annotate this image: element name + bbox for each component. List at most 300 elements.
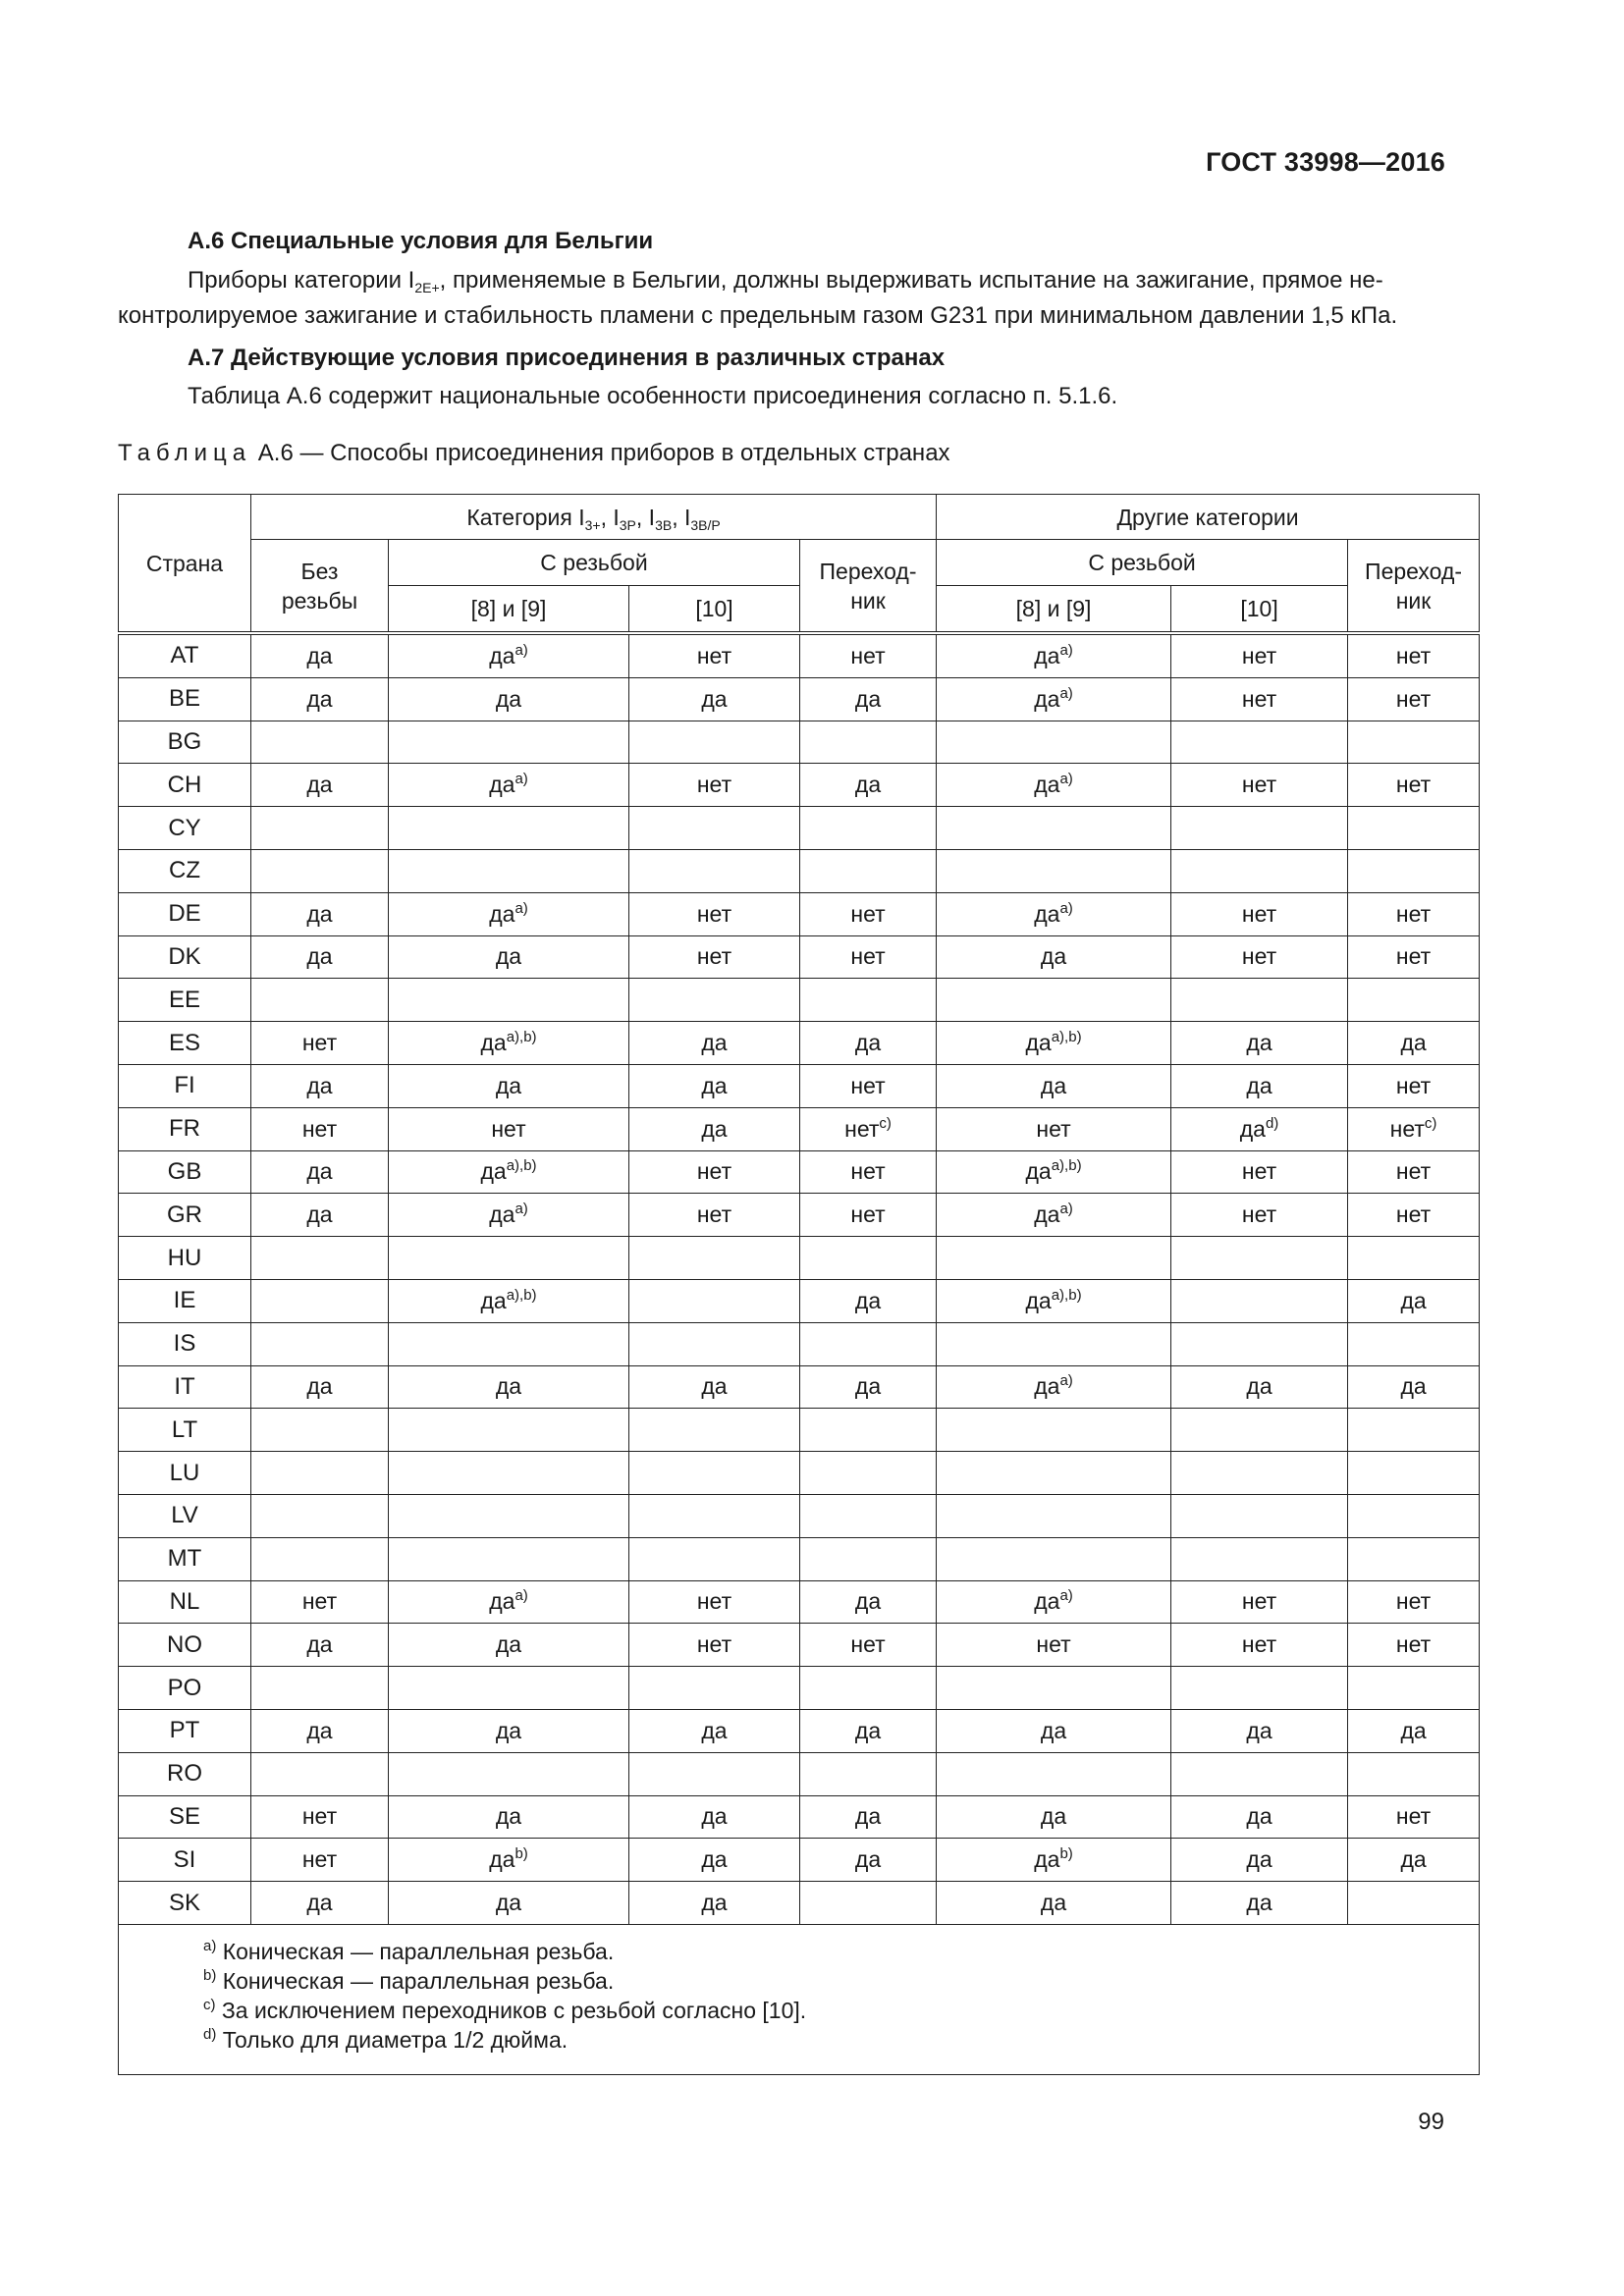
note-d: $^{d)}$ Только для диаметра 1/2 дюйма.: [203, 2025, 568, 2053]
table-cell: [800, 721, 937, 764]
cell-value: да: [306, 642, 333, 668]
cell-value: нет: [850, 943, 886, 970]
cell-value: да: [701, 1030, 728, 1056]
cell-value: да: [306, 1072, 333, 1098]
table-cell: [1171, 1452, 1348, 1495]
table-cell: [1348, 849, 1480, 892]
table-cell: [937, 1882, 1171, 1925]
table-cell: [389, 1537, 629, 1580]
table-cell: [800, 764, 937, 807]
country-code: LT: [119, 1409, 251, 1452]
table-cell: [937, 1064, 1171, 1107]
table-cell: [1171, 764, 1348, 807]
cell-value: да: [480, 1287, 507, 1313]
cell-value: да: [489, 1588, 515, 1615]
cell-value: да: [306, 1717, 333, 1743]
table-cell: [937, 1365, 1171, 1409]
cell-value: да: [489, 772, 515, 798]
table-cell: [389, 721, 629, 764]
table-row: [119, 1237, 1480, 1280]
country-code: RO: [119, 1752, 251, 1795]
table-cell: [389, 1365, 629, 1409]
table-row: [119, 1365, 1480, 1409]
cell-value: да: [1034, 772, 1060, 798]
table-cell: [800, 1667, 937, 1710]
cell-footnote-mark: a),b): [1051, 1286, 1082, 1304]
table-caption-label: Таблица: [118, 440, 252, 466]
country-code: LU: [119, 1452, 251, 1495]
table-cell: [800, 935, 937, 979]
cell-footnote-mark: a),b): [1051, 1157, 1082, 1175]
country-code: AT: [119, 633, 251, 677]
cell-value: да: [1034, 900, 1060, 927]
no-thread-line2: резьбы: [281, 587, 358, 614]
table-cell: [937, 633, 1171, 677]
cell-footnote-mark: a): [1059, 684, 1073, 702]
table-cell: [937, 1709, 1171, 1752]
table-cell: [1348, 677, 1480, 721]
table-cell: [1348, 1279, 1480, 1322]
cell-value: нет: [696, 642, 732, 668]
table-cell: [937, 807, 1171, 850]
table-row: [119, 1795, 1480, 1839]
header-country: Страна: [119, 495, 251, 634]
header-adapter-2: [1348, 540, 1480, 634]
cell-value: да: [701, 685, 728, 712]
table-cell: [251, 807, 389, 850]
table-cell: [1348, 979, 1480, 1022]
country-code: DE: [119, 892, 251, 935]
table-cell: [937, 979, 1171, 1022]
header-with-thread-2: С резьбой: [937, 540, 1348, 586]
table-cell: [251, 979, 389, 1022]
header-with-thread-1: С резьбой: [389, 540, 800, 586]
table-cell: [629, 1752, 800, 1795]
cell-value: нет: [301, 1588, 338, 1615]
table-cell: [389, 849, 629, 892]
cell-value: нет: [850, 1072, 886, 1098]
table-cell: [629, 1624, 800, 1667]
table-cell: [389, 677, 629, 721]
table-row: [119, 1537, 1480, 1580]
cell-value: да: [1239, 1115, 1266, 1142]
table-cell: [251, 1150, 389, 1194]
cell-value: да: [495, 1631, 522, 1658]
table-cell: [629, 1709, 800, 1752]
table-cell: [800, 633, 937, 677]
table-cell: [800, 1107, 937, 1150]
country-code: MT: [119, 1537, 251, 1580]
table-cell: [800, 1795, 937, 1839]
table-cell: [937, 1107, 1171, 1150]
cell-footnote-mark: a): [1059, 1587, 1073, 1605]
header-std-10-b: [10]: [1171, 586, 1348, 634]
table-cell: [800, 1409, 937, 1452]
cell-value: да: [306, 943, 333, 970]
cell-value: нет: [1241, 1631, 1277, 1658]
table-cell: [937, 764, 1171, 807]
country-code: BE: [119, 677, 251, 721]
table-cell: [1348, 1795, 1480, 1839]
country-code: NL: [119, 1580, 251, 1624]
table-cell: [1348, 807, 1480, 850]
table-cell: [937, 1150, 1171, 1194]
cell-value: да: [495, 1717, 522, 1743]
table-cell: [937, 1452, 1171, 1495]
cell-footnote-mark: b): [1059, 1845, 1073, 1863]
cell-value: да: [1246, 1030, 1272, 1056]
table-cell: [389, 807, 629, 850]
table-cell: [1171, 1667, 1348, 1710]
country-code: SI: [119, 1839, 251, 1882]
table-cell: [251, 1194, 389, 1237]
table-cell: [1171, 1279, 1348, 1322]
cell-value: нет: [1241, 1201, 1277, 1228]
table-cell: [1171, 677, 1348, 721]
cell-footnote-mark: a): [1059, 899, 1073, 917]
table-cell: [1348, 1752, 1480, 1795]
table-row: [119, 677, 1480, 721]
table-cell: [629, 764, 800, 807]
table-cell: [937, 892, 1171, 935]
table-cell: [251, 935, 389, 979]
cell-value: да: [701, 1803, 728, 1830]
page-number: 99: [1418, 2109, 1444, 2135]
table-cell: [800, 1580, 937, 1624]
country-code: PO: [119, 1667, 251, 1710]
table-cell: [937, 1022, 1171, 1065]
note-b: $^{b)}$ Коническая — параллельная резьба.: [203, 1966, 615, 1994]
table-cell: [937, 677, 1171, 721]
cell-value: да: [1400, 1846, 1427, 1873]
table-cell: [629, 1409, 800, 1452]
cell-footnote-mark: a): [1059, 1372, 1073, 1390]
table-cell: [800, 1022, 937, 1065]
table-cell: [1348, 1667, 1480, 1710]
table-cell: [1171, 807, 1348, 850]
cell-value: да: [306, 1631, 333, 1658]
table-cell: [251, 677, 389, 721]
table-cell: [800, 1194, 937, 1237]
table-cell: [629, 1107, 800, 1150]
table-row: [119, 807, 1480, 850]
cell-value: нет: [696, 1631, 732, 1658]
cell-value: да: [1040, 1803, 1067, 1830]
cell-value: да: [1040, 1072, 1067, 1098]
table-cell: [1171, 1494, 1348, 1537]
cell-value: да: [306, 685, 333, 712]
table-cell: [389, 764, 629, 807]
table-cell: [629, 1537, 800, 1580]
table-cell: [251, 764, 389, 807]
adapter-1-line1: Переход-: [819, 558, 917, 584]
table-cell: [251, 849, 389, 892]
cell-footnote-mark: a): [514, 641, 528, 659]
table-cell: [1348, 1882, 1480, 1925]
cell-value: да: [489, 900, 515, 927]
table-cell: [1171, 1322, 1348, 1365]
table-row: [119, 1882, 1480, 1925]
cell-value: нет: [1395, 1631, 1432, 1658]
table-cell: [1348, 1237, 1480, 1280]
country-code: GR: [119, 1194, 251, 1237]
table-cell: [937, 1494, 1171, 1537]
cell-value: да: [1246, 1803, 1272, 1830]
adapter-2-line1: Переход-: [1365, 558, 1463, 584]
cell-value: нет: [850, 1201, 886, 1228]
table-cell: [800, 1237, 937, 1280]
table-cell: [1171, 892, 1348, 935]
table-cell: [251, 633, 389, 677]
table-cell: [937, 1409, 1171, 1452]
cat-sub-4: 3B/P: [690, 516, 721, 533]
table-cell: [1171, 1580, 1348, 1624]
table-cell: [251, 1237, 389, 1280]
cell-value: да: [1040, 1890, 1067, 1915]
cell-footnote-mark: a),b): [506, 1286, 537, 1304]
cell-value: да: [854, 1846, 882, 1873]
country-code: HU: [119, 1237, 251, 1280]
table-cell: [1348, 1494, 1480, 1537]
country-code: CZ: [119, 849, 251, 892]
cell-value: да: [854, 772, 882, 798]
table-row: [119, 1494, 1480, 1537]
table-cell: [629, 1237, 800, 1280]
table-cell: [1171, 1022, 1348, 1065]
cat-sub-3: 3B: [655, 516, 673, 533]
cell-value: нет: [301, 1803, 338, 1830]
table-cell: [937, 849, 1171, 892]
table-cell: [800, 979, 937, 1022]
table-cell: [937, 1322, 1171, 1365]
table-cell: [251, 1667, 389, 1710]
table-cell: [937, 1795, 1171, 1839]
country-code: BG: [119, 721, 251, 764]
cell-value: да: [701, 1890, 728, 1915]
cell-value: да: [489, 1846, 515, 1873]
table-cell: [389, 1709, 629, 1752]
table-cell: [800, 1624, 937, 1667]
table-notes: [119, 1924, 1480, 2074]
cell-value: да: [1246, 1373, 1272, 1400]
table-cell: [1348, 1409, 1480, 1452]
table-cell: [389, 1580, 629, 1624]
cell-value: да: [495, 943, 522, 970]
table-cell: [389, 1409, 629, 1452]
cell-value: нет: [491, 1115, 526, 1142]
adapter-1-line2: ник: [850, 587, 886, 614]
cell-value: нет: [1241, 900, 1277, 927]
country-code: FR: [119, 1107, 251, 1150]
table-cell: [389, 935, 629, 979]
table-cell: [800, 849, 937, 892]
table-cell: [251, 1452, 389, 1495]
table-cell: [1171, 1064, 1348, 1107]
table-cell: [389, 1107, 629, 1150]
table-cell: [1348, 721, 1480, 764]
table-cell: [251, 1107, 389, 1150]
table-cell: [251, 1709, 389, 1752]
table-cell: [1348, 1452, 1480, 1495]
cell-value: да: [1034, 1846, 1060, 1873]
cell-value: да: [701, 1115, 728, 1142]
cell-value: да: [1400, 1373, 1427, 1400]
cell-value: нет: [696, 1158, 732, 1185]
table-cell: [937, 1237, 1171, 1280]
table-cell: [937, 1194, 1171, 1237]
cell-value: да: [1040, 943, 1067, 970]
category-prefix: Категория I: [466, 504, 585, 530]
table-cell: [1348, 1365, 1480, 1409]
table-cell: [937, 1752, 1171, 1795]
table-cell: [1348, 1839, 1480, 1882]
table-cell: [389, 892, 629, 935]
cell-value: да: [701, 1846, 728, 1873]
table-cell: [1348, 1150, 1480, 1194]
table-cell: [629, 892, 800, 935]
a6-text-sub: 2E+: [414, 280, 440, 295]
table-cell: [629, 1150, 800, 1194]
table-cell: [251, 1839, 389, 1882]
cell-value: нет: [1395, 943, 1432, 970]
table-cell: [629, 1322, 800, 1365]
country-code: IS: [119, 1322, 251, 1365]
table-cell: [1171, 1537, 1348, 1580]
cell-value: да: [306, 1890, 333, 1915]
table-cell: [389, 1194, 629, 1237]
table-cell: [1171, 721, 1348, 764]
table-cell: [389, 1752, 629, 1795]
cell-value: нет: [1395, 1072, 1432, 1098]
table-cell: [937, 1580, 1171, 1624]
table-cell: [800, 1064, 937, 1107]
table-cell: [629, 1795, 800, 1839]
table-row: [119, 1580, 1480, 1624]
country-code: LV: [119, 1494, 251, 1537]
cell-value: да: [1034, 642, 1060, 668]
table-cell: [800, 892, 937, 935]
table-cell: [1171, 979, 1348, 1022]
country-code: ES: [119, 1022, 251, 1065]
table-row: [119, 849, 1480, 892]
cell-value: нет: [844, 1115, 880, 1142]
table-cell: [629, 1365, 800, 1409]
cell-footnote-mark: b): [514, 1845, 528, 1863]
cell-value: нет: [696, 772, 732, 798]
cell-value: да: [1025, 1287, 1052, 1313]
table-cell: [629, 807, 800, 850]
table-cell: [1171, 1409, 1348, 1452]
table-cell: [251, 1537, 389, 1580]
table-cell: [1348, 764, 1480, 807]
table-cell: [389, 1624, 629, 1667]
table-cell: [800, 1279, 937, 1322]
cell-value: нет: [696, 1201, 732, 1228]
cell-footnote-mark: a): [514, 1201, 528, 1218]
table-cell: [389, 1279, 629, 1322]
table-cell: [937, 1839, 1171, 1882]
table-row: [119, 1452, 1480, 1495]
table-cell: [251, 1752, 389, 1795]
cell-value: нет: [850, 900, 886, 927]
table-cell: [800, 1452, 937, 1495]
table-cell: [251, 1409, 389, 1452]
header-other-categories: Другие категории: [937, 495, 1480, 540]
cell-footnote-mark: a): [514, 1587, 528, 1605]
table-cell: [629, 1022, 800, 1065]
cell-value: да: [1400, 1717, 1427, 1743]
cell-footnote-mark: c): [879, 1114, 892, 1132]
cell-value: да: [489, 1201, 515, 1228]
table-row: [119, 1409, 1480, 1452]
cell-value: нет: [850, 1158, 886, 1185]
table-row: [119, 892, 1480, 935]
cell-value: да: [854, 1803, 882, 1830]
cell-value: нет: [301, 1115, 338, 1142]
cell-value: нет: [696, 900, 732, 927]
table-cell: [1348, 633, 1480, 677]
table-row: [119, 1709, 1480, 1752]
cell-value: нет: [1241, 1158, 1277, 1185]
table-cell: [251, 1624, 389, 1667]
table-cell: [389, 1452, 629, 1495]
table-cell: [1171, 849, 1348, 892]
cell-value: нет: [1389, 1115, 1425, 1142]
cell-value: нет: [1395, 1201, 1432, 1228]
table-cell: [629, 1494, 800, 1537]
table-cell: [1348, 1580, 1480, 1624]
table-row: [119, 1322, 1480, 1365]
table-cell: [629, 633, 800, 677]
cat-sub-1: 3+: [584, 516, 601, 533]
cell-value: да: [1034, 1373, 1060, 1400]
table-cell: [389, 979, 629, 1022]
cell-value: да: [854, 1373, 882, 1400]
table-cell: [800, 1494, 937, 1537]
header-category-group: Категория $I_{3+}$, $I_{3P}$, $I_{3B}$, $I_{3B/P}$: [251, 495, 937, 540]
country-code: SE: [119, 1795, 251, 1839]
table-row: [119, 1194, 1480, 1237]
cell-value: нет: [1241, 685, 1277, 712]
table-cell: [629, 1667, 800, 1710]
table-cell: [389, 1322, 629, 1365]
cell-value: да: [495, 685, 522, 712]
cell-value: да: [1025, 1030, 1052, 1056]
cell-value: да: [854, 1588, 882, 1615]
table-caption-text: А.6 — Способы присоединения приборов в отдельных странах: [257, 440, 950, 466]
table-row: [119, 1667, 1480, 1710]
table-cell: [629, 979, 800, 1022]
cell-value: да: [1246, 1717, 1272, 1743]
table-cell: [1171, 633, 1348, 677]
table-cell: [800, 807, 937, 850]
country-code: DK: [119, 935, 251, 979]
cell-value: да: [854, 685, 882, 712]
a6-text-part1: Приборы категории I: [188, 267, 415, 294]
cell-value: да: [854, 1030, 882, 1056]
table-cell: [1171, 1237, 1348, 1280]
cell-footnote-mark: a): [514, 771, 528, 788]
table-row: [119, 1279, 1480, 1322]
table-cell: [1171, 1194, 1348, 1237]
standard-code: ГОСТ 33998—2016: [1206, 147, 1445, 177]
connection-methods-table: [118, 494, 1480, 2075]
country-code: IT: [119, 1365, 251, 1409]
table-cell: [251, 1795, 389, 1839]
cell-value: нет: [1241, 943, 1277, 970]
cell-value: нет: [1036, 1631, 1071, 1658]
cell-value: да: [1034, 1588, 1060, 1615]
